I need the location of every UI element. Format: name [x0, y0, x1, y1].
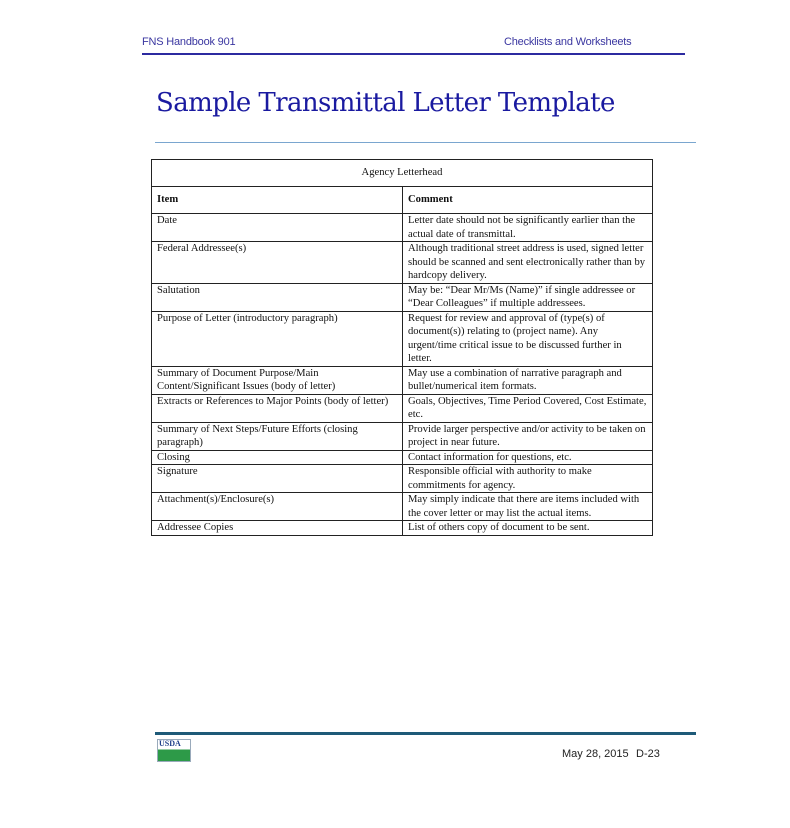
table-row: [152, 493, 653, 521]
comment-cell: May simply indicate that there are items included with the cover letter or may list the actual items.: [403, 493, 653, 521]
comment-cell: Request for review and approval of (type(s) of document(s)) relating to (project name). Any urgent/time critical issue to be discussed further in letter.: [403, 311, 653, 366]
column-header-comment: Comment: [403, 187, 653, 214]
item-cell: Purpose of Letter (introductory paragraph): [152, 311, 403, 366]
item-cell: Summary of Document Purpose/Main Content/Significant Issues (body of letter): [152, 366, 403, 394]
table-row: [152, 311, 653, 366]
item-cell: Attachment(s)/Enclosure(s): [152, 493, 403, 521]
item-cell: Federal Addressee(s): [152, 242, 403, 284]
table-caption: Agency Letterhead: [152, 160, 653, 187]
transmittal-table: [151, 159, 653, 536]
item-cell: Signature: [152, 465, 403, 493]
column-header-item: Item: [152, 187, 403, 214]
comment-cell: List of others copy of document to be sent.: [403, 521, 653, 536]
header-divider: [142, 53, 685, 55]
comment-cell: Letter date should not be significantly earlier than the actual date of transmittal.: [403, 214, 653, 242]
footer-divider: [155, 732, 696, 735]
header-section: Checklists and Worksheets: [504, 36, 632, 48]
item-cell: Addressee Copies: [152, 521, 403, 536]
usda-logo: USDA: [157, 739, 191, 762]
table-row: [152, 450, 653, 465]
comment-cell: Contact information for questions, etc.: [403, 450, 653, 465]
table-row: [152, 242, 653, 284]
comment-cell: May use a combination of narrative paragraph and bullet/numerical item formats.: [403, 366, 653, 394]
item-cell: Date: [152, 214, 403, 242]
item-cell: Closing: [152, 450, 403, 465]
item-cell: Extracts or References to Major Points (body of letter): [152, 394, 403, 422]
item-cell: Summary of Next Steps/Future Efforts (closing paragraph): [152, 422, 403, 450]
table-row: [152, 283, 653, 311]
comment-cell: May be: “Dear Mr/Ms (Name)” if single addressee or “Dear Colleagues” if multiple addressees.: [403, 283, 653, 311]
table-row: [152, 214, 653, 242]
title-divider: [155, 142, 696, 143]
comment-cell: Although traditional street address is used, signed letter should be scanned and sent electronically rather than by hardcopy delivery.: [403, 242, 653, 284]
table-row: [152, 394, 653, 422]
table-row: [152, 465, 653, 493]
item-cell: Salutation: [152, 283, 403, 311]
table-row: [152, 366, 653, 394]
footer-page-number: D-23: [636, 748, 660, 760]
comment-cell: Provide larger perspective and/or activity to be taken on project in near future.: [403, 422, 653, 450]
table-row: [152, 521, 653, 536]
table-row: [152, 422, 653, 450]
comment-cell: Responsible official with authority to make commitments for agency.: [403, 465, 653, 493]
header-handbook: FNS Handbook 901: [142, 36, 236, 48]
footer-date: May 28, 2015: [562, 748, 629, 760]
comment-cell: Goals, Objectives, Time Period Covered, Cost Estimate, etc.: [403, 394, 653, 422]
page-title: Sample Transmittal Letter Template: [156, 88, 615, 118]
